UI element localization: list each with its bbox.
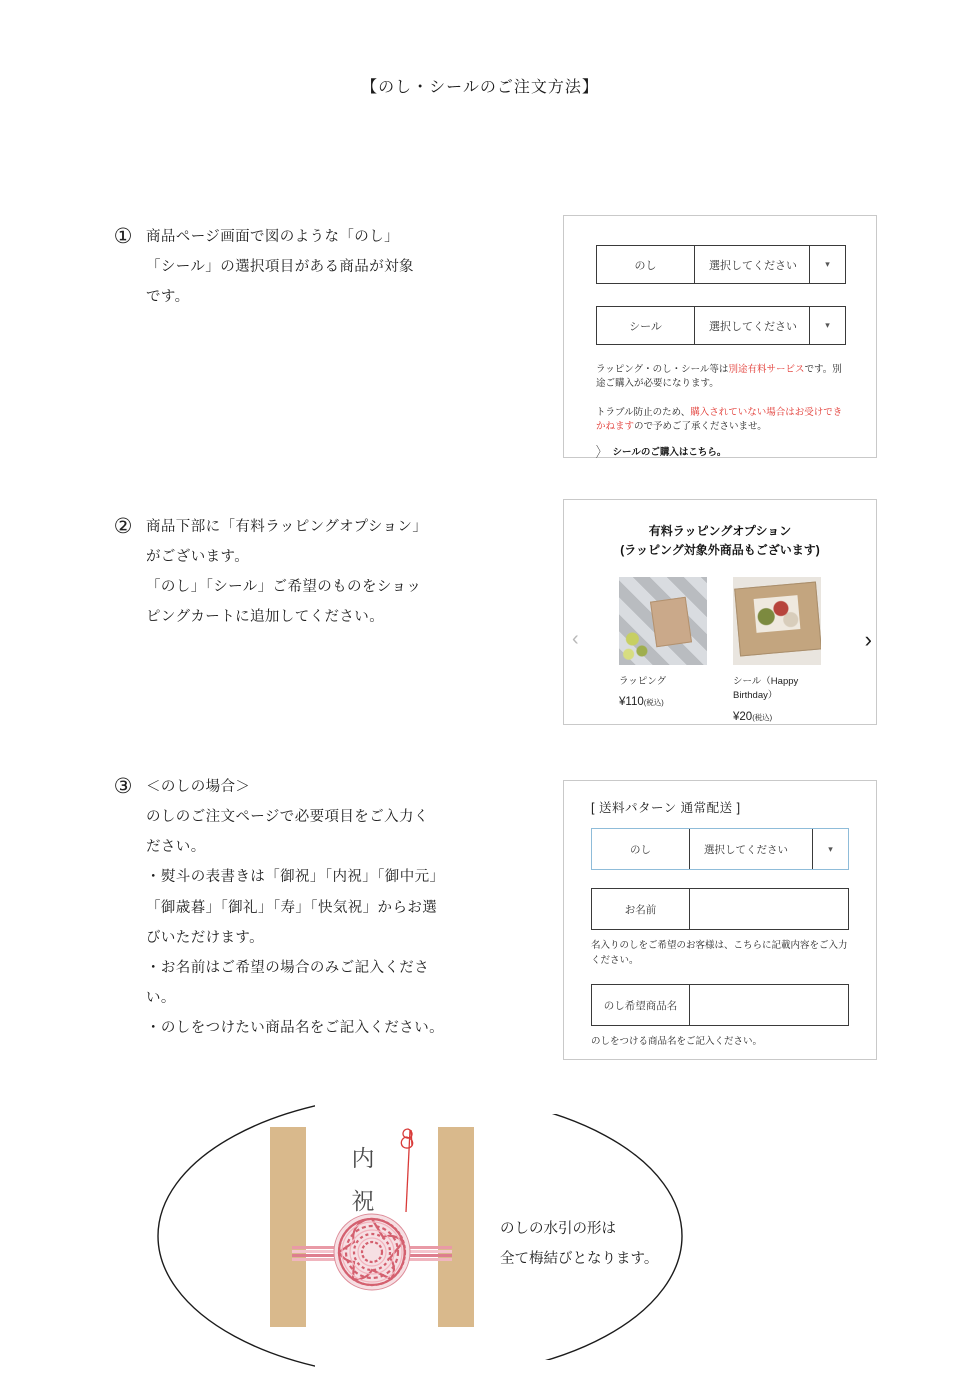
- step-2-line-3: 「のし」「シール」ご希望のものをショッ: [146, 579, 422, 596]
- wrapping-price-tax: (税込): [643, 698, 664, 708]
- form-row-product-name[interactable]: [591, 984, 849, 1026]
- step-3-line-3: ださい。: [146, 839, 206, 856]
- chevron-down-icon[interactable]: ▾: [828, 843, 833, 854]
- step-3-number: ③: [113, 775, 133, 798]
- noshi-ornament-icon: [401, 1129, 412, 1212]
- noshi-caption-line-1: のしの水引の形は: [500, 1221, 616, 1237]
- step-3-line-9: ・のしをつけたい商品名をご記入ください。: [146, 1020, 444, 1037]
- step-3-line-6: びいただけます。: [146, 929, 265, 946]
- trouble-note-post: ので予めご了承くださいませ。: [634, 420, 767, 432]
- page-title: 【のし・シールのご注文方法】: [361, 79, 599, 96]
- step-1-number: ①: [113, 225, 133, 248]
- paid-service-note-highlight: 別途有料サービス: [728, 364, 805, 375]
- noshi-strip-left: [270, 1127, 306, 1327]
- noshi-illustration: [140, 1094, 700, 1379]
- step-2-number: ②: [113, 515, 133, 538]
- step-3-line-8: い。: [146, 990, 176, 1007]
- wrapping-options-title-line-2: (ラッピング対象外商品もございます): [620, 542, 820, 557]
- step-2: [100, 512, 540, 633]
- trouble-prevention-note: [596, 406, 846, 435]
- step-2-line-4: ピングカートに追加してください。: [146, 609, 385, 626]
- form-row-noshi-value[interactable]: 選択してください: [690, 829, 813, 869]
- paid-service-note-pre: ラッピング・のし・シール等は: [596, 364, 729, 375]
- step-1-line-3: です。: [146, 289, 190, 306]
- wrapping-options-carousel: [572, 577, 872, 723]
- panel-product-options: [563, 215, 877, 462]
- select-row-noshi[interactable]: [596, 245, 846, 284]
- trouble-note-highlight: 購入されていない場合はお受けできかねます: [596, 406, 843, 432]
- chevron-down-icon[interactable]: ▾: [825, 320, 830, 330]
- outline-mask-bottom: [315, 1360, 700, 1379]
- step-3-line-7: ・お名前はご希望の場合のみご記入くださ: [146, 959, 430, 976]
- step-3-line-1: ＜のしの場合＞: [146, 779, 251, 795]
- form-row-name-label: お名前: [592, 889, 690, 929]
- seal-price-value: ¥20: [733, 710, 753, 723]
- noshi-label-char-2: 祝: [351, 1189, 375, 1215]
- carousel-item-seal[interactable]: [733, 577, 821, 723]
- step-2-line-1: 商品下部に「有料ラッピングオプション」: [146, 519, 428, 535]
- carousel-next-icon[interactable]: ›: [864, 627, 872, 653]
- product-name-input[interactable]: [690, 985, 848, 1025]
- chevron-down-icon[interactable]: ▾: [825, 259, 830, 269]
- chevron-right-icon: 〉: [596, 445, 606, 462]
- noshi-label-char-1: 内: [351, 1146, 375, 1172]
- form-row-product-name-label: のし希望商品名: [592, 985, 690, 1025]
- wrapping-price-value: ¥110: [619, 696, 644, 709]
- wrapping-product-image[interactable]: [619, 577, 707, 665]
- select-row-seal-value[interactable]: 選択してください: [695, 307, 810, 344]
- trouble-note-pre: トラブル防止のため、: [596, 406, 691, 418]
- noshi-caption: [500, 1214, 658, 1275]
- seal-purchase-link[interactable]: [596, 444, 846, 462]
- paid-service-note-post: です。別途ご購入が必要になります。: [596, 364, 842, 390]
- panel-noshi-form: [563, 780, 877, 1060]
- step-1-line-1: 商品ページ画面で図のような「のし」: [146, 229, 400, 245]
- form-row-noshi-select[interactable]: [591, 828, 849, 870]
- seal-product-name: シール（Happy Birthday）: [733, 676, 799, 702]
- step-3-line-5: 「御歳暮」「御礼」「寿」「快気祝」からお選: [146, 899, 438, 916]
- panel-wrapping-options: [563, 499, 877, 725]
- carousel-prev-icon[interactable]: ‹: [572, 628, 579, 651]
- seal-product-image[interactable]: [733, 577, 821, 665]
- name-input-note: 名入りのしをご希望のお客様は、こちらに記載内容をご入力ください。: [591, 940, 848, 966]
- step-3-line-4: ・熨斗の表書きは「御祝」「内祝」「御中元」: [146, 869, 445, 886]
- name-input[interactable]: [690, 889, 848, 929]
- step-3-line-2: のしのご注文ページで必要項目をご入力く: [146, 809, 429, 826]
- step-1-text: [146, 222, 414, 312]
- noshi-caption-line-2: 全て梅結びとなります。: [500, 1251, 659, 1268]
- select-row-seal[interactable]: [596, 306, 846, 345]
- form-row-noshi-label: のし: [592, 829, 690, 869]
- select-row-noshi-label: のし: [597, 246, 695, 283]
- step-1-line-2: 「シール」の選択項目がある商品が対象: [146, 259, 414, 276]
- umemusubi-knot: [334, 1214, 410, 1290]
- paid-service-note: [596, 363, 846, 392]
- select-row-seal-label: シール: [597, 307, 695, 344]
- carousel-item-wrapping[interactable]: [619, 577, 707, 723]
- wrapping-options-title: [598, 522, 842, 559]
- step-2-line-2: がございます。: [146, 549, 250, 566]
- step-2-text: [146, 512, 427, 633]
- outline-mask-top: [315, 1094, 700, 1114]
- step-3: [100, 772, 550, 1043]
- step-1: [100, 222, 540, 312]
- form-row-name[interactable]: [591, 888, 849, 930]
- step-3-text: [146, 772, 444, 1043]
- wrapping-options-title-line-1: 有料ラッピングオプション: [648, 524, 792, 538]
- shipping-pattern-title: [ 送料パターン 通常配送 ]: [591, 801, 741, 815]
- seal-price-tax: (税込): [752, 712, 773, 722]
- noshi-strip-right: [438, 1127, 474, 1327]
- seal-product-price: [733, 711, 821, 723]
- select-row-noshi-value[interactable]: 選択してください: [695, 246, 810, 283]
- wrapping-product-name: ラッピング: [619, 676, 667, 688]
- wrapping-product-price: [619, 696, 707, 708]
- seal-purchase-link-label[interactable]: シールのご購入はこちら。: [612, 447, 727, 458]
- product-name-input-note: のしをつける商品名をご記入ください。: [591, 1036, 763, 1048]
